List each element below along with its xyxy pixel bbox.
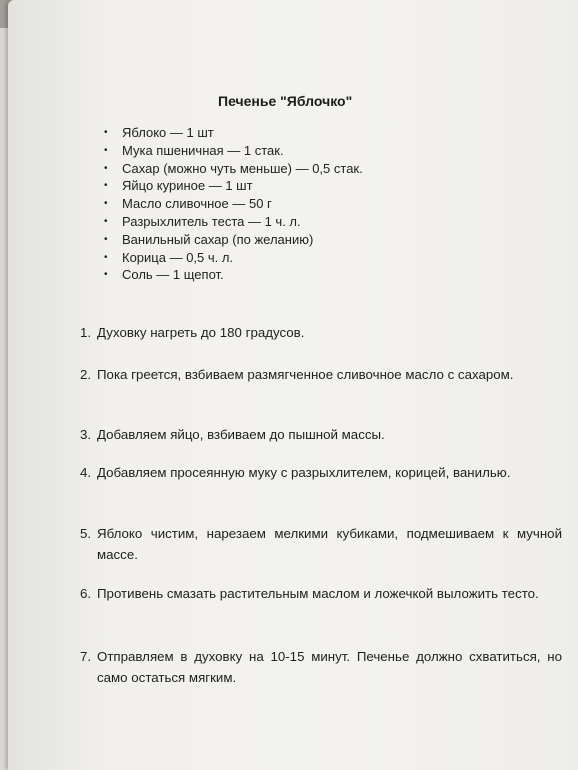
step-number: 5. [80,526,92,541]
step-text: Пока греется, взбиваем размягченное сливочное масло с сахаром. [97,367,514,382]
ingredient-item [98,231,363,249]
step-item [80,646,562,688]
ingredient-item [98,213,363,231]
step-item [80,424,562,445]
ingredient-item [98,142,363,160]
ingredient-text: Мука пшеничная — 1 стак. [122,142,284,158]
paper-sheet [8,0,578,770]
bullet-icon: • [104,251,108,263]
step-number: 4. [80,465,92,480]
bullet-icon: • [104,180,108,192]
step-item [80,322,562,343]
bullet-icon: • [104,233,108,245]
step-text: Добавляем просеянную муку с разрыхлителем, корицей, ванилью. [97,465,511,480]
ingredient-text: Разрыхлитель теста — 1 ч. л. [122,213,301,229]
bullet-icon: • [104,269,108,281]
step-item [80,462,562,483]
ingredient-item [98,266,363,284]
ingredient-text: Ванильный сахар (по желанию) [122,231,314,247]
step-number: 7. [80,649,92,664]
ingredient-item [98,160,363,178]
step-item [80,364,562,385]
bullet-icon: • [104,127,108,138]
ingredient-text: Яблоко — 1 шт [122,125,214,140]
bullet-icon: • [104,144,108,156]
ingredient-item [98,177,363,195]
ingredient-item [98,195,363,213]
ingredients-list [98,124,363,284]
step-number: 6. [80,586,92,601]
ingredient-text: Корица — 0,5 ч. л. [122,249,234,265]
step-number: 2. [80,367,92,382]
bullet-icon: • [104,198,108,210]
step-number: 3. [80,427,92,442]
step-text: Отправляем в духовку на 10-15 минут. Печенье должно схватиться, но само остаться мягким. [97,649,562,685]
bullet-icon: • [104,162,108,174]
step-item [80,583,562,604]
ingredient-item [98,124,363,142]
ingredient-text: Соль — 1 щепот. [122,267,224,283]
ingredient-item [98,249,363,267]
ingredient-text: Сахар (можно чуть меньше) — 0,5 стак. [122,160,363,176]
ingredient-text: Яйцо куриное — 1 шт [122,178,253,194]
step-text: Противень смазать растительным маслом и ложечкой выложить тесто. [97,586,539,601]
step-text: Добавляем яйцо, взбиваем до пышной массы. [97,427,385,442]
bullet-icon: • [104,215,108,227]
step-item [80,523,562,565]
ingredient-text: Масло сливочное — 50 г [122,196,272,212]
step-text: Яблоко чистим, нарезаем мелкими кубиками, подмешиваем к мучной массе. [97,526,562,562]
step-number: 1. [80,325,92,340]
recipe-title: Печенье "Яблочко" [218,93,353,109]
step-text: Духовку нагреть до 180 градусов. [97,325,305,340]
